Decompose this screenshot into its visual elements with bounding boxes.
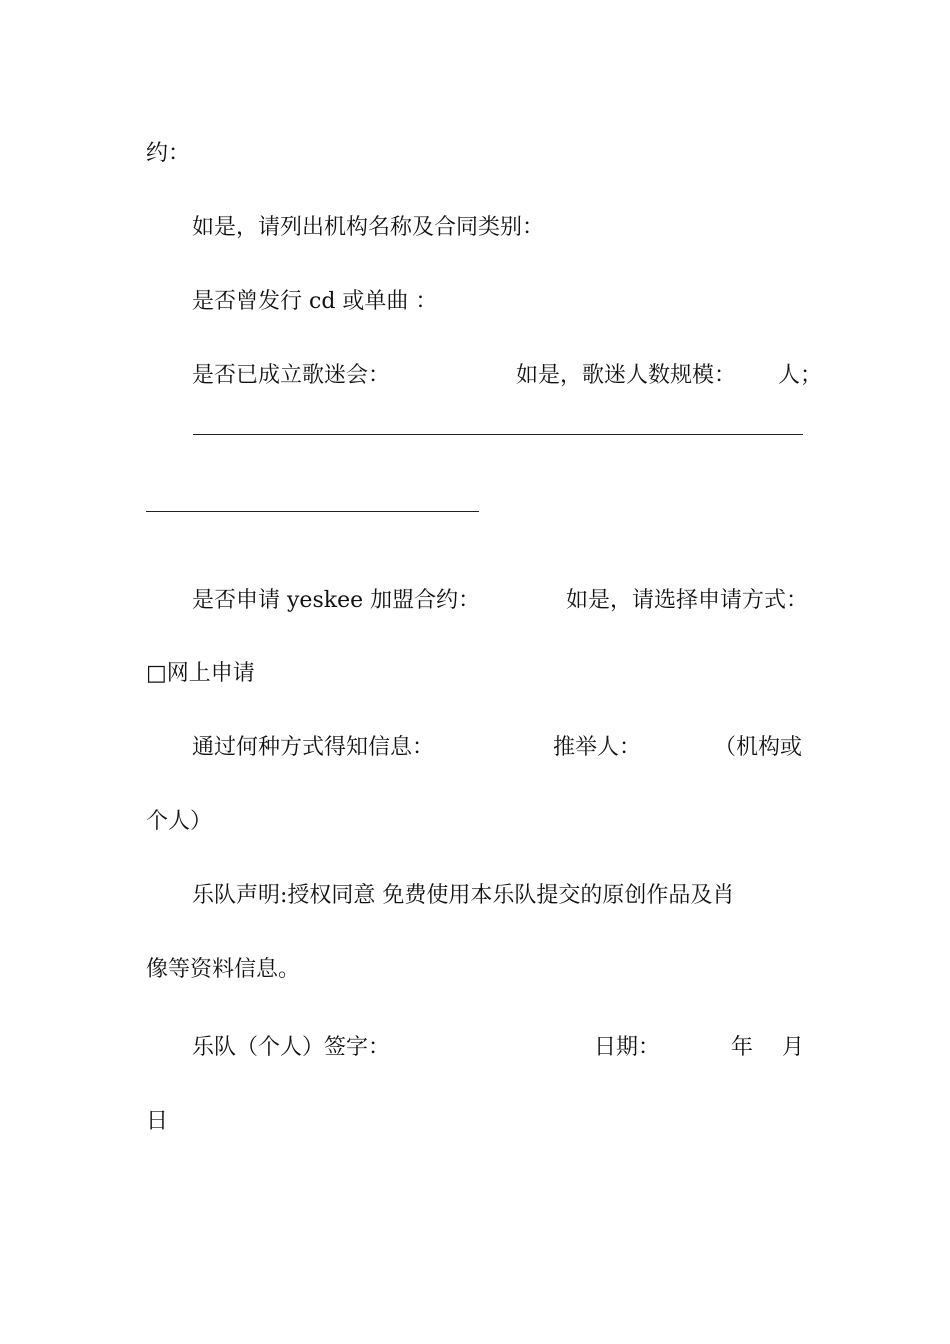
blank-rule (193, 434, 803, 435)
text-line: 如是，请列出机构名称及合同类别： (192, 215, 545, 240)
text-line: 人； (778, 363, 823, 388)
text-line: 年 (731, 1035, 754, 1060)
text-line: 日期： (594, 1035, 661, 1060)
text-line: 是否曾发行 cd 或单曲 ： (192, 289, 438, 314)
text-line: 如是，请选择申请方式： (566, 588, 809, 613)
text-line: 月 (782, 1035, 805, 1060)
text-line: 乐队（个人）签字： (192, 1035, 391, 1060)
text-line: 推举人： (553, 735, 642, 760)
text-line: 乐队声明:授权同意 免费使用本乐队提交的原创作品及肖 (192, 883, 735, 908)
blank-rule (146, 511, 479, 512)
text-line: 个人） (146, 809, 213, 834)
text-line: （机构或 (714, 735, 803, 760)
checkbox-option: □网上申请 (146, 661, 255, 686)
text-line: 日 (146, 1109, 169, 1134)
text-line: 像等资料信息。 (146, 957, 301, 982)
text-line: 是否申请 yeskee 加盟合约： (192, 588, 481, 613)
text-line: 约： (146, 141, 191, 166)
text-line: 如是，歌迷人数规模： (516, 363, 737, 388)
text-line: 通过何种方式得知信息： (192, 735, 435, 760)
text-line: 是否已成立歌迷会： (192, 363, 391, 388)
